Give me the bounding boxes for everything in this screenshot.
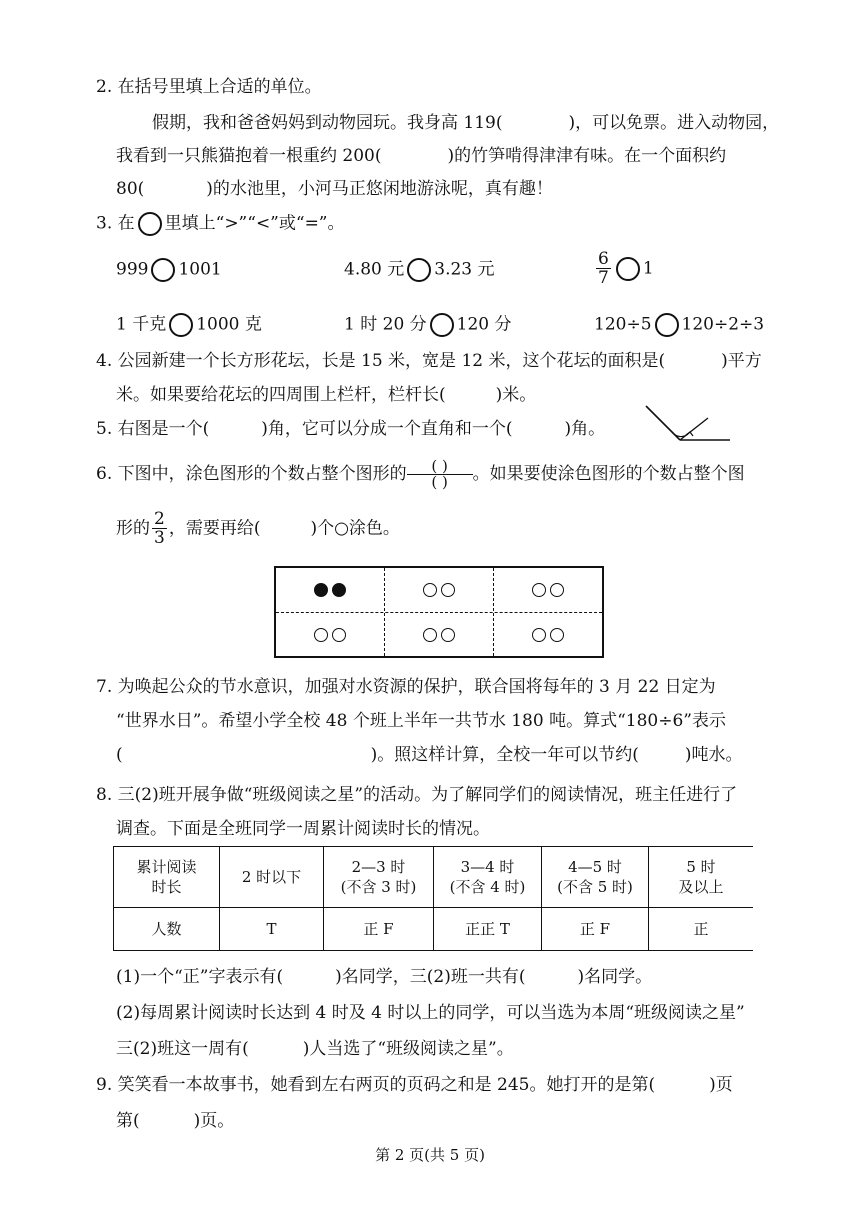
q9-line1: 9. 笑笑看一本故事书，她看到左右两页的页码之和是 245。她打开的是第( )页 xyxy=(96,1075,733,1095)
compare-circle[interactable] xyxy=(655,313,679,337)
tally-cell: 正 F xyxy=(542,908,649,951)
q3-prompt: 3. 在 里填上“>”“<”或“=”。 xyxy=(96,212,345,236)
q8-line1: 8. 三(2)班开展争做“班级阅读之星”的活动。为了解同学们的阅读情况，班主任进行了 xyxy=(96,785,738,805)
fraction: $\frac{6}{7}$ xyxy=(598,249,609,288)
empty-circle-icon xyxy=(532,628,546,642)
q4-line2: 米。如果要给花坛的四周围上栏杆，栏杆长( )米。 xyxy=(116,385,537,405)
q6-line2: 形的 $\frac{2}{3}$ ，需要再给( )个○涂色。 xyxy=(116,509,400,548)
grid-cell xyxy=(276,613,384,657)
empty-circle-icon xyxy=(423,628,437,642)
filled-circle-icon xyxy=(332,583,346,597)
table-header-cell: 3—4 时 (不含 4 时) xyxy=(434,847,542,908)
q8-sub1: (1)一个“正”字表示有( )名同学，三(2)班一共有( )名同学。 xyxy=(116,967,653,987)
empty-circle-icon xyxy=(532,583,546,597)
q2-line1: 假期，我和爸爸妈妈到动物园玩。我身高 119( )，可以免票。进入动物园， xyxy=(152,113,780,133)
q2-prompt: 2. 在括号里填上合适的单位。 xyxy=(96,77,322,97)
q7-line1: 7. 为唤起公众的节水意识，加强对水资源的保护，联合国将每年的 3 月 22 日定为 xyxy=(96,677,716,697)
empty-circle-icon xyxy=(441,583,455,597)
compare-circle[interactable] xyxy=(407,258,431,282)
table-header-cell: 5 时 及以上 xyxy=(649,847,754,908)
grid-cell xyxy=(385,568,493,612)
q2-line2: 我看到一只熊猫抱着一根重约 200( )的竹笋啃得津津有味。在一个面积约 xyxy=(116,146,727,166)
grid-cell xyxy=(385,613,493,657)
blank-fraction: ( ) ( ) xyxy=(407,459,473,490)
empty-circle-icon xyxy=(550,628,564,642)
filled-circle-icon xyxy=(314,583,328,597)
page-footer: 第 2 页(共 5 页) xyxy=(375,1146,485,1164)
q3-item-5: 1 时 20 分 120 分 xyxy=(344,313,512,337)
q3-item-6: 120÷5 120÷2÷3 xyxy=(594,313,764,337)
table-header-cell: 2—3 时 (不含 3 时) xyxy=(324,847,434,908)
grid-cell xyxy=(494,613,602,657)
q3-item-4: 1 千克 1000 克 xyxy=(116,313,262,337)
tally-cell: 正 F xyxy=(324,908,434,951)
reading-time-table xyxy=(113,846,753,951)
compare-circle[interactable] xyxy=(138,212,162,236)
q3-item-3: $\frac{6}{7}$ 1 xyxy=(598,249,654,288)
tally-cell: 正正 T xyxy=(434,908,542,951)
q2-line3: 80( )的水池里，小河马正悠闲地游泳呢，真有趣！ xyxy=(116,179,553,199)
obtuse-angle-figure xyxy=(640,402,732,446)
tally-cell: T xyxy=(220,908,324,951)
table-header-cell: 累计阅读 时长 xyxy=(114,847,220,908)
q7-line3: ( )。照这样计算，全校一年可以节约( )吨水。 xyxy=(116,745,743,765)
q8-sub3: 三(2)班这一周有( )人当选了“班级阅读之星”。 xyxy=(116,1039,514,1059)
q3-item-2: 4.80 元 3.23 元 xyxy=(344,258,495,282)
q8-line2: 调查。下面是全班同学一周累计阅读时长的情况。 xyxy=(116,819,490,839)
empty-circle-icon xyxy=(332,628,346,642)
table-header-cell: 2 时以下 xyxy=(220,847,324,908)
compare-circle[interactable] xyxy=(169,313,193,337)
q9-line2: 第( )页。 xyxy=(116,1111,235,1131)
compare-circle[interactable] xyxy=(430,313,454,337)
compare-circle[interactable] xyxy=(151,258,175,282)
table-row-label: 人数 xyxy=(114,908,220,951)
grid-cell xyxy=(276,568,384,612)
grid-cell xyxy=(494,568,602,612)
empty-circle-icon xyxy=(441,628,455,642)
compare-circle[interactable] xyxy=(616,257,640,281)
empty-circle-icon xyxy=(423,583,437,597)
q4-line1: 4. 公园新建一个长方形花坛，长是 15 米，宽是 12 米，这个花坛的面积是( )平方 xyxy=(96,351,762,371)
q7-line2: “世界水日”。希望小学全校 48 个班上半年一共节水 180 吨。算式“180÷6”表示 xyxy=(116,711,726,731)
q5-line: 5. 右图是一个( )角，它可以分成一个直角和一个( )角。 xyxy=(96,419,606,439)
circle-grid xyxy=(274,566,604,658)
empty-circle-icon xyxy=(550,583,564,597)
tally-cell: 正 xyxy=(649,908,754,951)
q6-line1: 6. 下图中，涂色图形的个数占整个图形的 ( ) ( ) 。如果要使涂色图形的个数占整个图 xyxy=(96,457,745,491)
q8-sub2: (2)每周累计阅读时长达到 4 时及 4 时以上的同学，可以当选为本周“班级阅读之星” xyxy=(116,1003,745,1023)
table-header-cell: 4—5 时 (不含 5 时) xyxy=(542,847,649,908)
fraction: $\frac{2}{3}$ xyxy=(154,509,165,548)
empty-circle-icon xyxy=(314,628,328,642)
q3-item-1: 999 1001 xyxy=(116,258,222,282)
